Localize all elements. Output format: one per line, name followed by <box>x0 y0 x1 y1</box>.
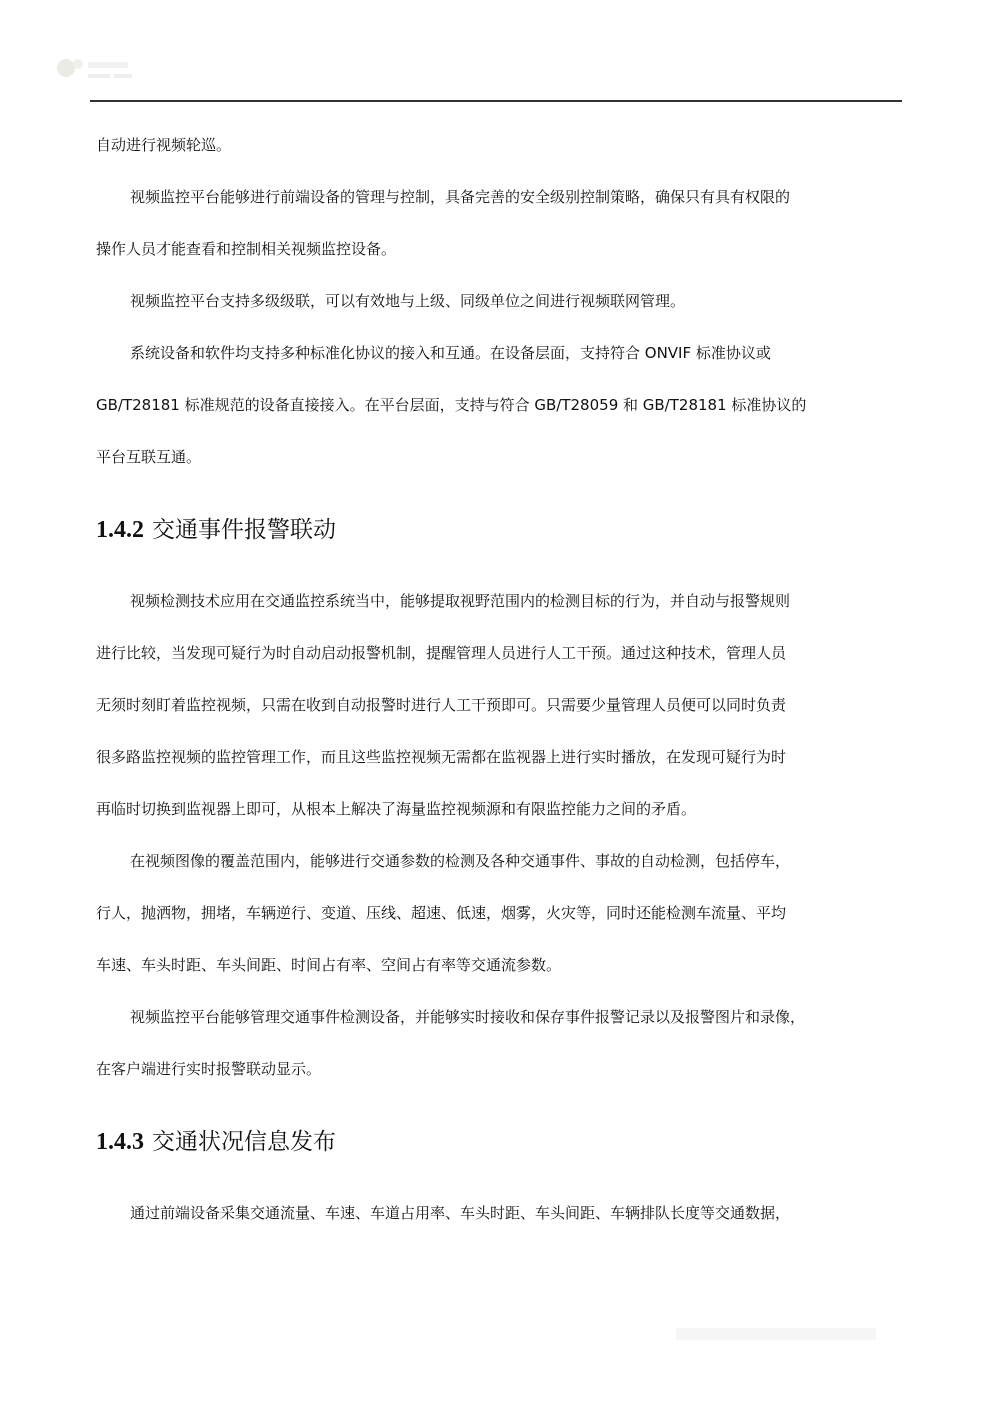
text-line: 视频监控平台能够管理交通事件检测设备，并能够实时接收和保存事件报警记录以及报警图片和录像， <box>130 1008 806 1026</box>
section-number: 1.4.2 <box>96 517 144 543</box>
footer-watermark <box>676 1320 876 1348</box>
section-title: 交通状况信息发布 <box>152 1129 336 1155</box>
section-title: 交通事件报警联动 <box>152 517 336 543</box>
text-line: 车速、车头时距、车头间距、时间占有率、空间占有率等交通流参数。 <box>96 956 562 974</box>
text-line: 很多路监控视频的监控管理工作，而且这些监控视频无需都在监视器上进行实时播放，在发现可疑行为时 <box>96 748 787 766</box>
text-line: 系统设备和软件均支持多种标准化协议的接入和互通。在设备层面，支持符合 ONVIF 标准协议或 <box>130 344 771 362</box>
text-line: 在客户端进行实时报警联动显示。 <box>96 1060 322 1078</box>
text-line: 平台互联互通。 <box>96 448 202 466</box>
text-line: 视频监控平台支持多级级联，可以有效地与上级、同级单位之间进行视频联网管理。 <box>130 292 686 310</box>
paragraph-info-release <box>96 1200 908 1226</box>
text-line: 自动进行视频轮巡。 <box>96 136 232 154</box>
text-line: 进行比较，当发现可疑行为时自动启动报警机制，提醒管理人员进行人工干预。通过这种技术，管理人员 <box>96 644 787 662</box>
header-logo-watermark <box>52 52 172 94</box>
header-divider <box>90 100 902 102</box>
paragraph-continuation <box>96 132 908 158</box>
paragraph-video-detection <box>96 588 908 822</box>
paragraph-traffic-parameters <box>96 848 908 978</box>
paragraph-protocols <box>96 340 908 470</box>
text-line: 再临时切换到监视器上即可，从根本上解决了海量监控视频源和有限监控能力之间的矛盾。 <box>96 800 697 818</box>
text-line: 无须时刻盯着监控视频，只需在收到自动报警时进行人工干预即可。只需要少量管理人员便可以同时负责 <box>96 696 787 714</box>
paragraph-device-management <box>96 184 908 262</box>
section-number: 1.4.3 <box>96 1129 144 1155</box>
text-line: 视频检测技术应用在交通监控系统当中，能够提取视野范围内的检测目标的行为，并自动与报警规则 <box>130 592 791 610</box>
document-body <box>96 132 908 1226</box>
text-line: 行人，抛洒物，拥堵，车辆逆行、变道、压线、超速、低速，烟雾，火灾等，同时还能检测车流量、平均 <box>96 904 787 922</box>
text-line: 在视频图像的覆盖范围内，能够进行交通参数的检测及各种交通事件、事故的自动检测，包括停车， <box>130 852 791 870</box>
paragraph-event-devices <box>96 1004 908 1082</box>
text-line: 视频监控平台能够进行前端设备的管理与控制，具备完善的安全级别控制策略，确保只有具有权限的 <box>130 188 791 206</box>
text-line: 操作人员才能查看和控制相关视频监控设备。 <box>96 240 397 258</box>
paragraph-cascade <box>96 288 908 314</box>
text-line: 通过前端设备采集交通流量、车速、车道占用率、车头时距、车头间距、车辆排队长度等交通数据， <box>130 1204 791 1222</box>
section-heading-1-4-2 <box>96 512 908 548</box>
text-line: GB/T28181 标准规范的设备直接接入。在平台层面，支持与符合 GB/T28059 和 GB/T28181 标准协议的 <box>96 396 807 414</box>
section-heading-1-4-3 <box>96 1124 908 1160</box>
